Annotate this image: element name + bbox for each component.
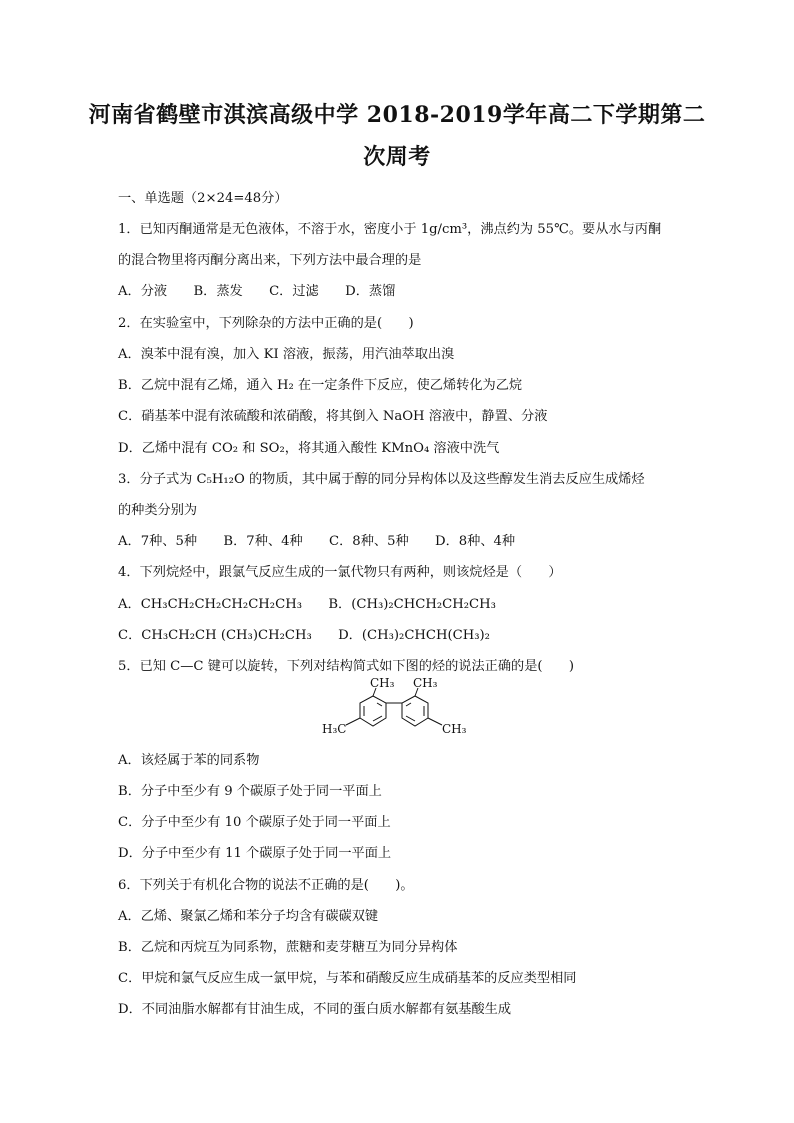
question-2-option-a: A．溴苯中混有溴，加入 KI 溶液，振荡，用汽油萃取出溴 [118,347,455,362]
question-4-stem: 4．下列烷烃中，跟氯气反应生成的一氯代物只有两种，则该烷烃是（ ） [118,565,562,580]
question-5-stem: 5．已知 C—C 键可以旋转，下列对结构简式如下图的烃的说法正确的是( ) [118,659,575,674]
question-6-option-c: C．甲烷和氯气反应生成一氯甲烷，与苯和硝酸反应生成硝基苯的反应类型相同 [118,971,577,986]
section-heading: 一、单选题（2×24=48分） [118,191,288,206]
document-title-line-2: 次周考 [363,144,431,170]
methyl-label-left: H₃C [322,722,347,736]
question-5-option-b: B．分子中至少有 9 个碳原子处于同一平面上 [118,784,382,799]
question-3-stem-line-2: 的种类分别为 [118,503,198,518]
question-2-option-b: B．乙烷中混有乙烯，通入 H₂ 在一定条件下反应，使乙烯转化为乙烷 [118,378,523,393]
question-6-option-d: D．不同油脂水解都有甘油生成，不同的蛋白质水解都有氨基酸生成 [118,1002,512,1017]
question-2-stem: 2．在实验室中，下列除杂的方法中正确的是( ) [118,316,414,331]
methyl-label-top-right: CH₃ [413,676,438,690]
document-title-line-1: 河南省鹤壁市淇滨高级中学 2018-2019学年高二下学期第二 [88,102,706,128]
question-1-options: A．分液 B．蒸发 C．过滤 D．蒸馏 [118,284,396,299]
methyl-label-right: CH₃ [442,722,467,736]
question-4-options-ab: A．CH₃CH₂CH₂CH₂CH₂CH₃ B．(CH₃)₂CHCH₂CH₂CH₃ [118,597,496,612]
question-3-stem-line-1: 3．分子式为 C₅H₁₂O 的物质，其中属于醇的同分异构体以及这些醇发生消去反应生成烯烃 [118,472,645,487]
question-3-options: A．7种、5种 B．7种、4种 C．8种、5种 D．8种、4种 [118,534,516,549]
question-6-option-a: A．乙烯、聚氯乙烯和苯分子均含有碳碳双键 [118,909,379,924]
question-1-stem-line-2: 的混合物里将丙酮分离出来，下列方法中最合理的是 [118,253,422,268]
question-2-option-c: C．硝基苯中混有浓硫酸和浓硝酸，将其倒入 NaOH 溶液中，静置、分液 [118,409,548,424]
question-5-option-c: C．分子中至少有 10 个碳原子处于同一平面上 [118,815,391,830]
question-5-option-a: A．该烃属于苯的同系物 [118,753,260,768]
biphenyl-structure-figure [318,676,478,746]
question-6-option-b: B．乙烷和丙烷互为同系物，蔗糖和麦芽糖互为同分异构体 [118,940,458,955]
question-4-options-cd: C．CH₃CH₂CH (CH₃)CH₂CH₃ D．(CH₃)₂CHCH(CH₃)₂ [118,628,490,643]
methyl-label-top-left: CH₃ [370,676,395,690]
question-6-stem: 6．下列关于有机化合物的说法不正确的是( )。 [118,878,414,893]
question-2-option-d: D．乙烯中混有 CO₂ 和 SO₂，将其通入酸性 KMnO₄ 溶液中洗气 [118,441,500,456]
question-1-stem-line-1: 1．已知丙酮通常是无色液体，不溶于水，密度小于 1g/cm³，沸点约为 55℃。要从水与丙酮 [118,222,662,237]
question-5-option-d: D．分子中至少有 11 个碳原子处于同一平面上 [118,846,392,861]
